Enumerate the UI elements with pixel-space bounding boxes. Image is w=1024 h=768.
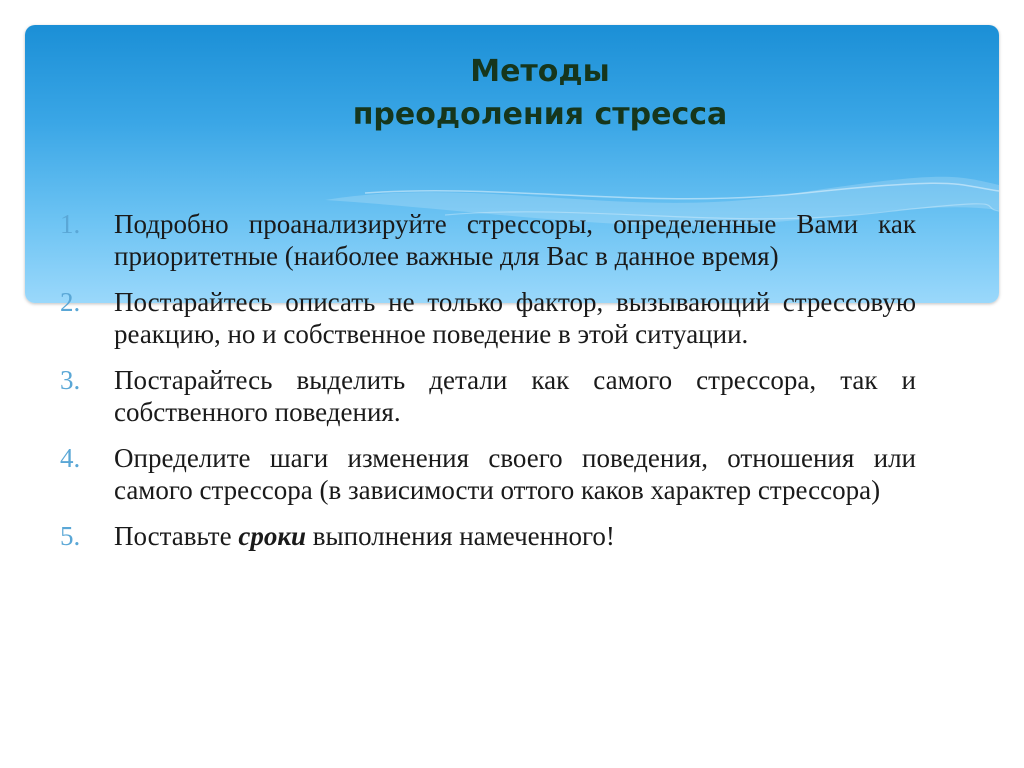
list-item: [60, 442, 916, 506]
text-after: выполнения намеченного!: [306, 521, 615, 551]
title-line-1: Методы: [470, 54, 610, 89]
list-item-number: 1.: [60, 209, 81, 239]
list-item: [60, 286, 916, 350]
list-item-number: 5.: [60, 521, 81, 551]
deadline-emphasis: сроки: [238, 521, 307, 551]
methods-list: [60, 208, 916, 566]
slide-title: [240, 50, 840, 136]
list-item-text: Определите шаги изменения своего поведения, отношения или самого стрессора (в зависимости оттого каков характер стрессора): [114, 443, 916, 505]
list-item: [60, 520, 916, 552]
list-item-text: [114, 521, 615, 551]
list-item-text: Постарайтесь выделить детали как самого стрессора, так и собственного поведения.: [114, 365, 916, 427]
list-item: [60, 208, 916, 272]
list-item-number: 4.: [60, 443, 81, 473]
list-item-number: 2.: [60, 287, 81, 317]
list-item-text: Постарайтесь описать не только фактор, вызывающий стрессовую реакцию, но и собственное поведение в этой ситуации.: [114, 287, 916, 349]
title-line-2: преодоления стресса: [352, 97, 728, 132]
list-item: [60, 364, 916, 428]
list-item-number: 3.: [60, 365, 81, 395]
text-before: Поставьте: [114, 521, 239, 551]
list-item-text: Подробно проанализируйте стрессоры, определенные Вами как приоритетные (наиболее важные для Вас в данное время): [114, 209, 916, 271]
